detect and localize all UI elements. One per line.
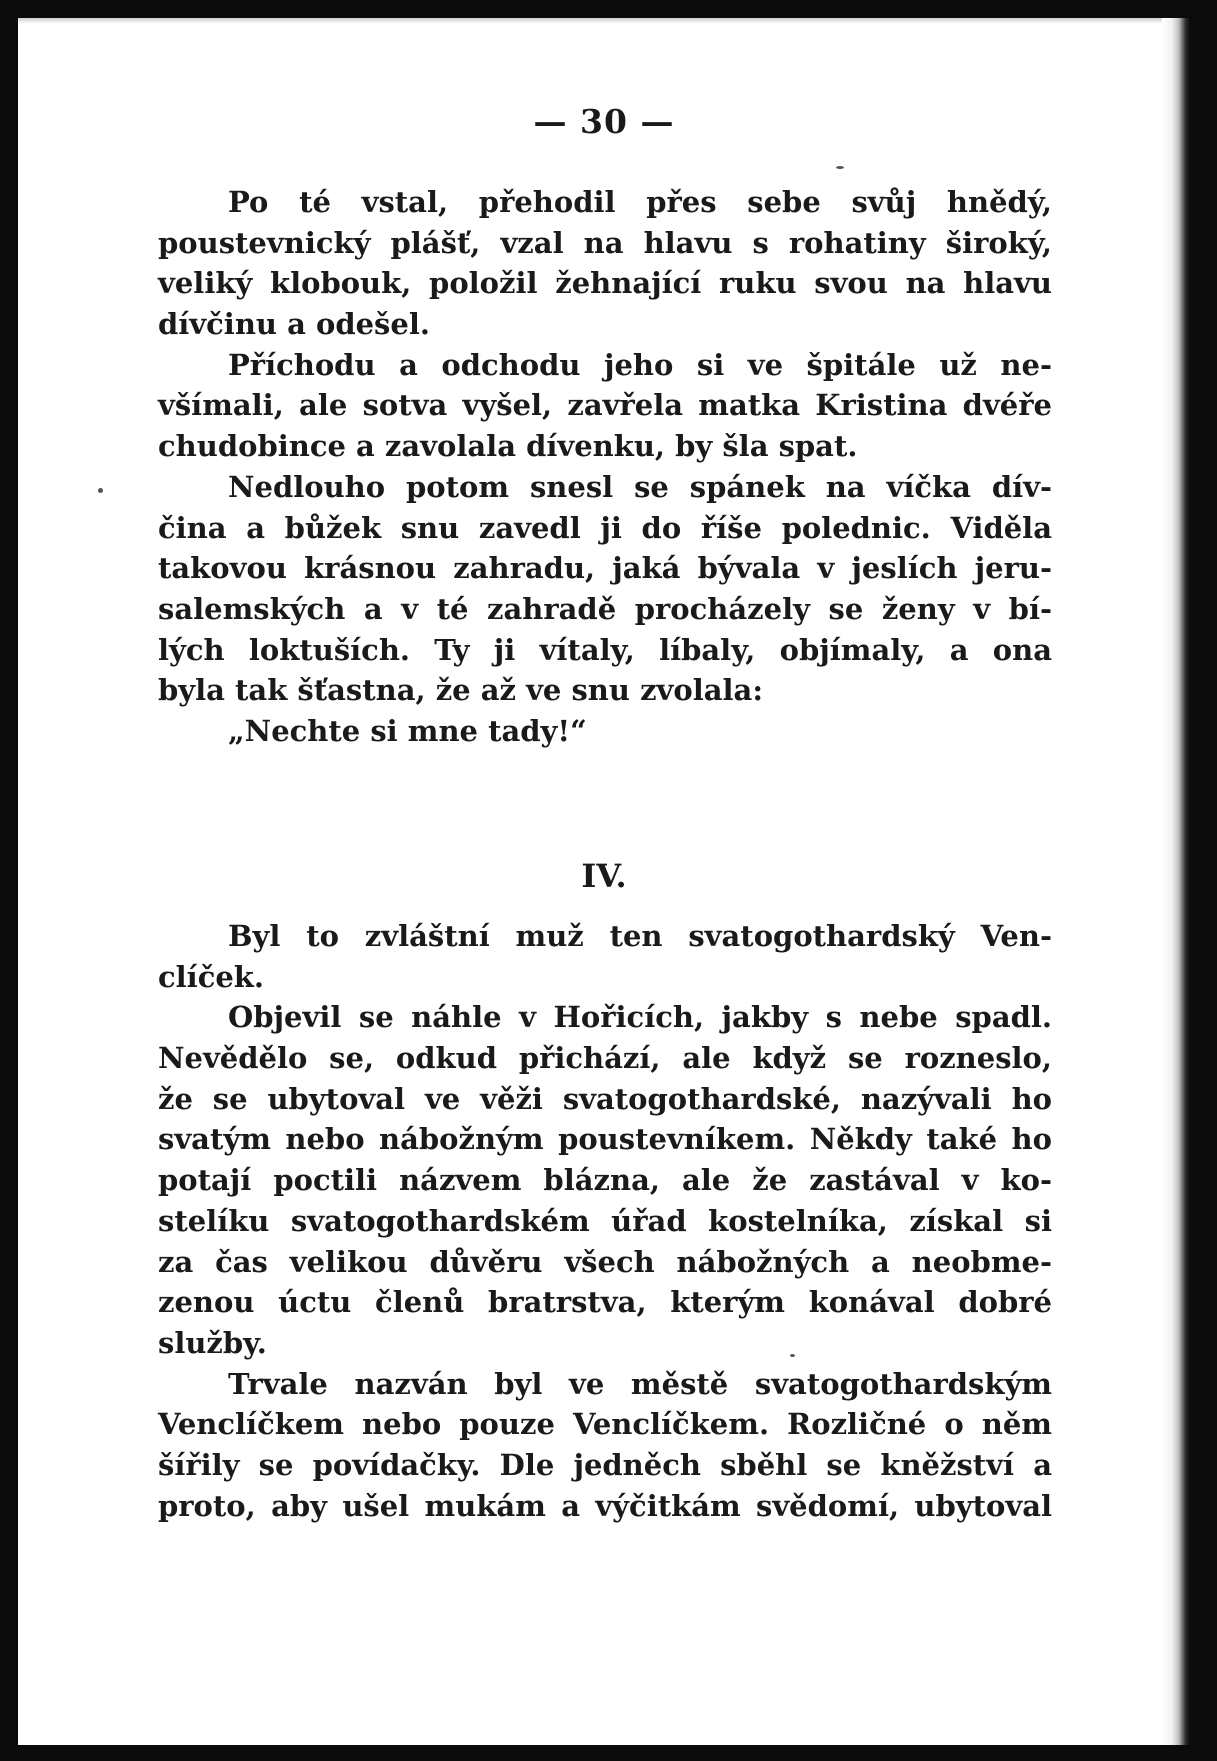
text-line: potají poctili názvem blázna, ale že zastával v ko- xyxy=(158,1163,1052,1198)
text-line: zenou úctu členů bratrstva, kterým konával dobré xyxy=(158,1285,1052,1320)
text-line: Po té vstal, přehodil přes sebe svůj hnědý, xyxy=(228,185,1052,219)
text-line: Venclíčkem nebo pouze Venclíčkem. Rozličné o něm xyxy=(158,1407,1052,1442)
text-line: všímali, ale sotva vyšel, zavřela matka Kristina dvéře xyxy=(158,388,1052,423)
text-line: clíček. xyxy=(158,959,264,994)
text-line: Byl to zvláštní muž ten svatogothardský Ven- xyxy=(228,919,1052,953)
text-block-chapter-iv xyxy=(158,916,1052,1526)
page-top-edge xyxy=(18,18,1190,24)
text-line: že se ubytoval ve věži svatogothardské, nazývali ho xyxy=(158,1081,1052,1116)
text-line: byla tak šťastna, že až ve snu zvolala: xyxy=(158,673,764,708)
text-line: za čas velikou důvěru všech nábožných a neobme- xyxy=(158,1244,1052,1279)
text-block-before-chapter xyxy=(158,182,1052,752)
text-line: dívčinu a odešel. xyxy=(158,307,430,342)
book-page xyxy=(18,18,1190,1745)
text-line: svatým nebo nábožným poustevníkem. Někdy také ho xyxy=(158,1122,1052,1157)
print-speck xyxy=(790,1354,795,1357)
text-line: Objevil se náhle v Hořicích, jakby s nebe spadl. xyxy=(228,1000,1052,1035)
text-line: „Nechte si mne tady!“ xyxy=(228,713,587,748)
print-speck xyxy=(836,166,844,169)
text-line: veliký klobouk, položil žehnající ruku svou na hlavu xyxy=(158,266,1052,301)
text-line: takovou krásnou zahradu, jaká bývala v jeslích jeru- xyxy=(158,551,1052,586)
text-line: šířily se povídačky. Dle jedněch sběhl se kněžství a xyxy=(158,1447,1052,1482)
text-line: čina a bůžek snu zavedl ji do říše polednic. Viděla xyxy=(158,510,1052,545)
text-line: služby. xyxy=(158,1325,267,1360)
text-line: poustevnický plášť, vzal na hlavu s rohatiny široký, xyxy=(158,225,1052,260)
text-line: Nevědělo se, odkud přichází, ale když se rozneslo, xyxy=(158,1041,1052,1076)
chapter-heading: IV. xyxy=(581,857,627,895)
text-line: proto, aby ušel mukám a výčitkám svědomí, ubytoval xyxy=(158,1488,1052,1523)
text-line: salemských a v té zahradě procházely se ženy v bí- xyxy=(158,591,1052,626)
text-line: Příchodu a odchodu jeho si ve špitále už ne- xyxy=(228,347,1052,382)
text-line: stelíku svatogothardském úřad kostelníka, získal si xyxy=(158,1203,1052,1238)
text-line: chudobince a zavolala dívenku, by šla spat. xyxy=(158,429,858,464)
text-line: Trvale nazván byl ve městě svatogothardským xyxy=(228,1366,1052,1401)
text-line: Nedlouho potom snesl se spánek na víčka dív- xyxy=(228,469,1052,504)
page-number: — 30 — xyxy=(533,102,675,141)
print-speck xyxy=(98,488,103,493)
text-line: lých loktuších. Ty ji vítaly, líbaly, objímaly, a ona xyxy=(158,632,1052,667)
